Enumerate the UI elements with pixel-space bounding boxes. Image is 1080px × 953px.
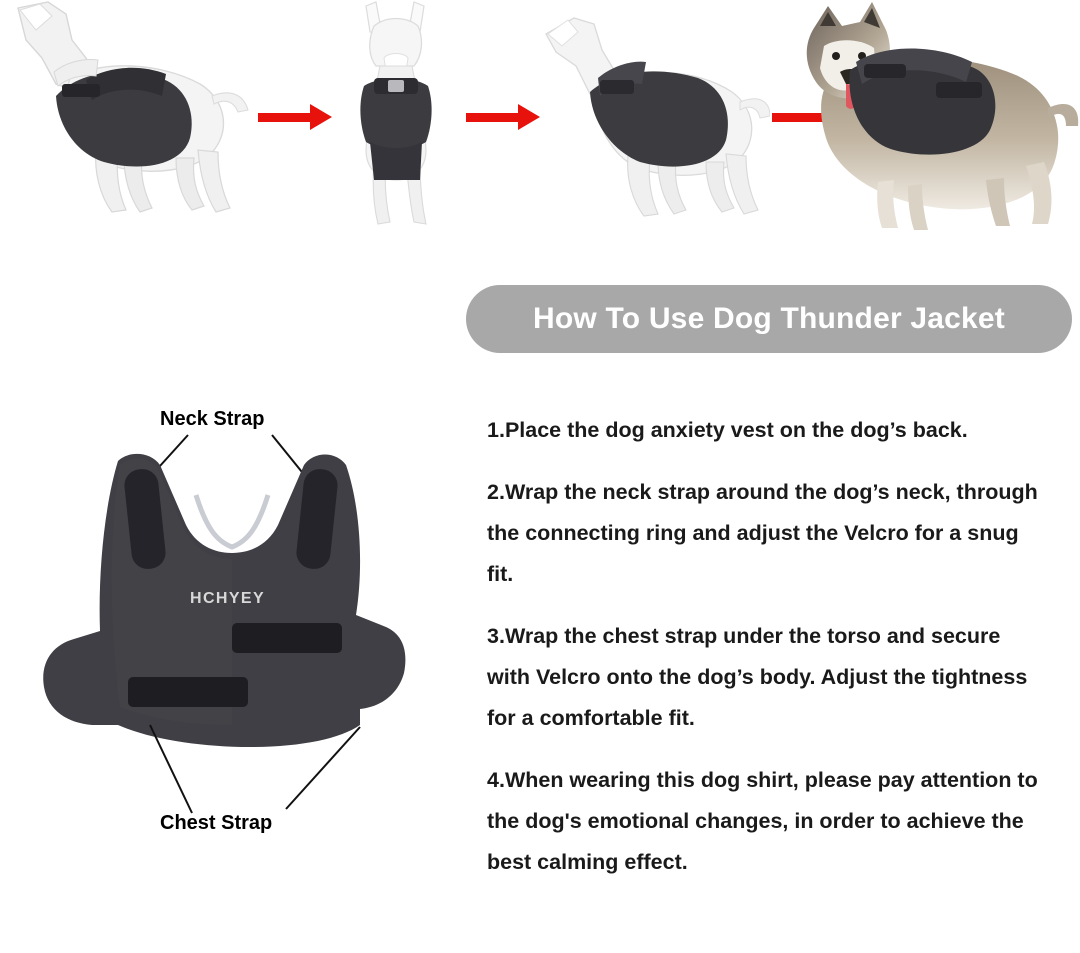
page-title-banner bbox=[466, 285, 1072, 353]
neck-strap-label: Neck Strap bbox=[160, 408, 265, 430]
arrow-1-shaft bbox=[258, 113, 310, 122]
arrow-2-head bbox=[518, 104, 540, 130]
page-title: How To Use Dog Thunder Jacket bbox=[533, 302, 1005, 335]
step-number: 1. bbox=[487, 418, 505, 442]
arrow-1-head bbox=[310, 104, 332, 130]
list-item bbox=[487, 616, 1047, 739]
real-dog-svg bbox=[790, 0, 1080, 240]
real-dog-wearing-vest bbox=[790, 0, 1080, 240]
velcro-patch-upper bbox=[232, 623, 342, 653]
step-number: 3. bbox=[487, 624, 505, 648]
mannequin-step-1-side bbox=[0, 0, 250, 240]
instruction-steps-list bbox=[487, 410, 1047, 904]
step-text: Wrap the neck strap around the dog’s neck, through the connecting ring and adjust the Velcro for a snug fit. bbox=[487, 480, 1038, 586]
list-item bbox=[487, 760, 1047, 883]
velcro-patch-lower bbox=[128, 677, 248, 707]
list-item bbox=[487, 472, 1047, 595]
step-number: 2. bbox=[487, 480, 505, 504]
instruction-figure-strip bbox=[0, 0, 1080, 245]
step-text: Place the dog anxiety vest on the dog’s back. bbox=[504, 418, 968, 442]
mannequin-step-2-svg bbox=[330, 0, 460, 240]
list-item bbox=[487, 410, 1047, 451]
step-number: 4. bbox=[487, 768, 505, 792]
mannequin-step-2-front bbox=[330, 0, 460, 240]
mannequin-step-3-side bbox=[540, 0, 770, 240]
vest-diagram-svg bbox=[0, 395, 466, 948]
arrow-2 bbox=[466, 108, 540, 126]
brand-logo-text: HCHYEY bbox=[190, 590, 266, 607]
arrow-1 bbox=[258, 108, 332, 126]
vest-diagram bbox=[0, 395, 466, 948]
arrow-2-shaft bbox=[466, 113, 518, 122]
step-text: When wearing this dog shirt, please pay attention to the dog's emotional changes, in order to achieve the best calming effect. bbox=[487, 768, 1038, 874]
step-text: Wrap the chest strap under the torso and secure with Velcro onto the dog’s body. Adjust the tightness for a comfortable fit. bbox=[487, 624, 1028, 730]
mannequin-step-3-svg bbox=[540, 0, 770, 240]
mannequin-step-1-svg bbox=[0, 0, 250, 240]
chest-strap-label: Chest Strap bbox=[160, 812, 273, 834]
